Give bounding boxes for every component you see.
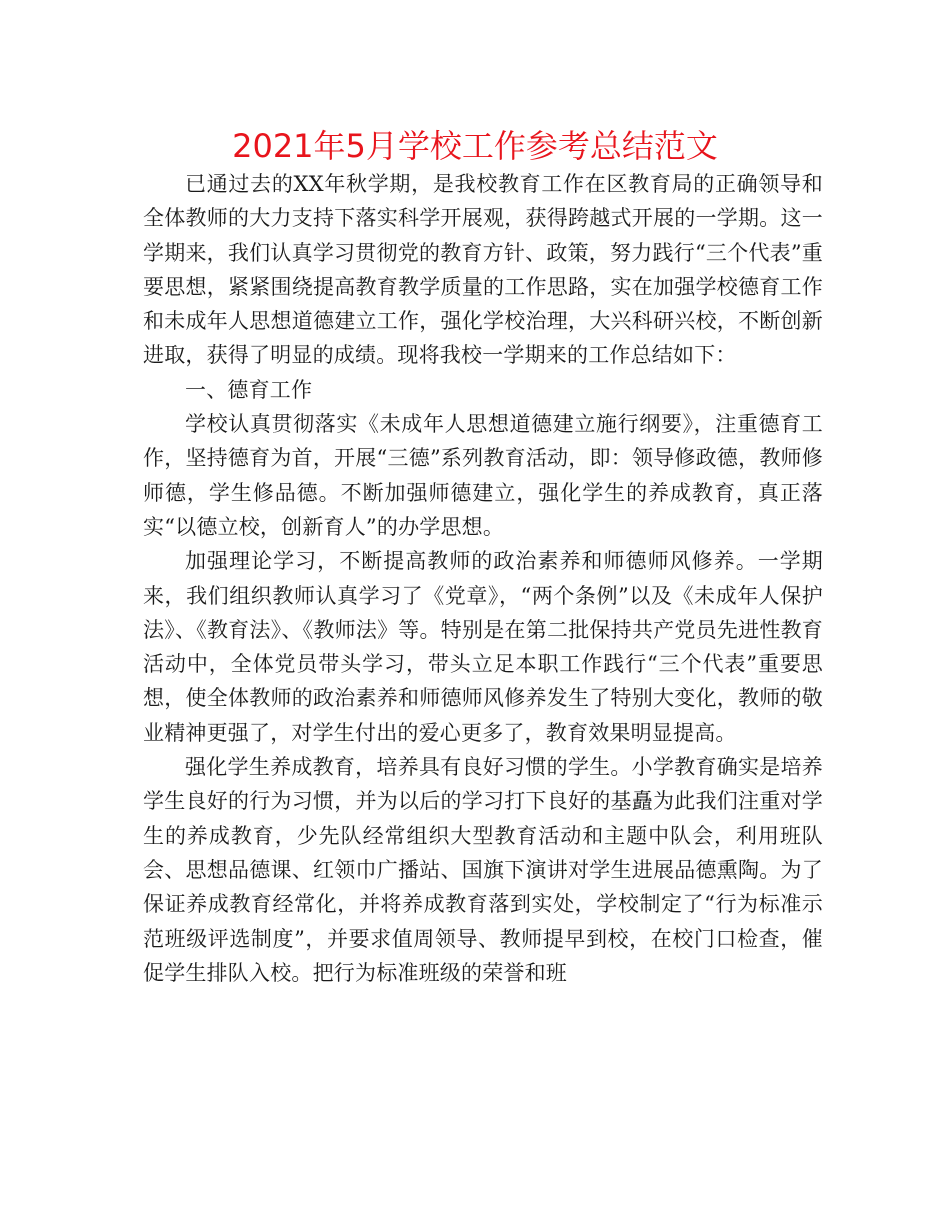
paragraph-moral-education: 学校认真贯彻落实《未成年人思想道德建立施行纲要》，注重德育工作，坚持德育为首，开展“三德”系列教育活动，即：领导修政德，教师修师德，学生修品德。不断加强师德建立，强化学生的养成教育，真正落实“以德立校，创新育人”的办学思想。: [143, 412, 823, 539]
section-heading-moral-education: 一、德育工作: [185, 377, 313, 402]
paragraph-habit-education: 强化学生养成教育，培养具有良好习惯的学生。小学教育确实是培养学生良好的行为习惯，并为以后的学习打下良好的基矗为此我们注重对学生的养成教育，少先队经常组织大型教育活动和主题中队会，利用班队会、思想品德课、红领巾广播站、国旗下演讲对学生进展品德熏陶。为了保证养成教育经常化，并将养成教育落到实处，学校制定了“行为标准示范班级评选制度”，并要求值周领导、教师提早到校，在校门口检查，催促学生排队入校。把行为标准班级的荣誉和班: [143, 755, 823, 985]
document-body: [143, 167, 823, 990]
document-title: 2021年5月学校工作参考总结范文: [232, 127, 718, 165]
paragraph-intro: 已通过去的XX年秋学期，是我校教育工作在区教育局的正确领导和全体教师的大力支持下落实科学开展观，获得跨越式开展的一学期。这一学期来，我们认真学习贯彻党的教育方针、政策，努力践行“三个代表”重要思想，紧紧围绕提高教育教学质量的工作思路，实在加强学校德育工作和未成年人思想道德建立工作，强化学校治理，大兴科研兴校，不断创新进取，获得了明显的成绩。现将我校一学期来的工作总结如下：: [143, 172, 823, 368]
paragraph-theory-study: 加强理论学习，不断提高教师的政治素养和师德师风修养。一学期来，我们组织教师认真学习了《党章》，“两个条例”以及《未成年人保护法》、《教育法》、《教师法》等。特别是在第二批保持共产党员先进性教育活动中，全体党员带头学习，带头立足本职工作践行“三个代表”重要思想，使全体教师的政治素养和师德师风修养发生了特别大变化，教师的敬业精神更强了，对学生付出的爱心更多了，教育效果明显提高。: [143, 549, 823, 745]
